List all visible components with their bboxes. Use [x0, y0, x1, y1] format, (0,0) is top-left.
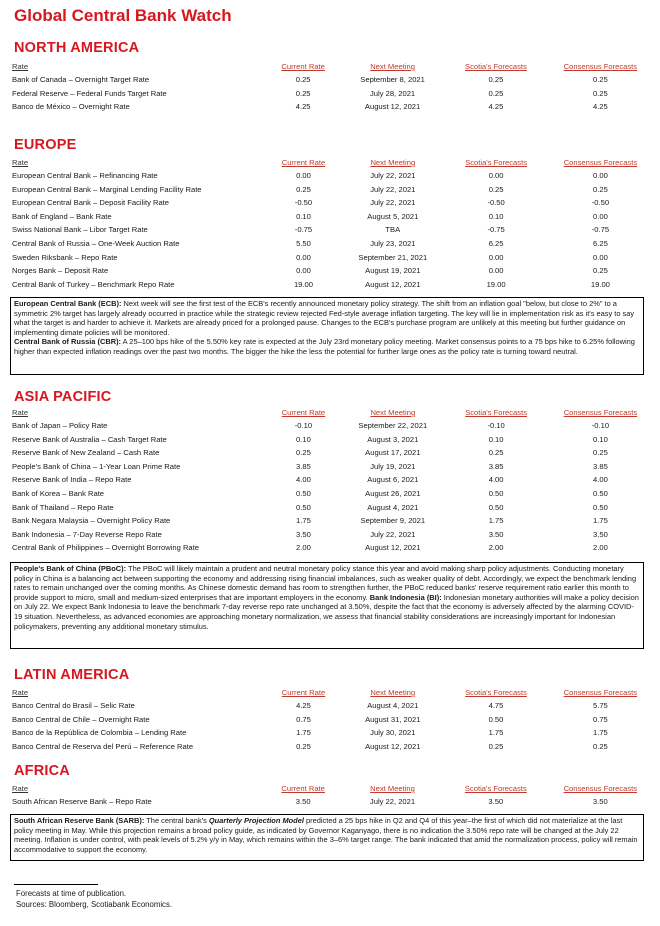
rate-name: Banco de México – Overnight Rate — [12, 102, 130, 112]
pboc-note-head: People's Bank of China (PBoC): — [14, 564, 127, 573]
table-row — [12, 473, 660, 487]
rate-name: Banco Central de Reserva del Perú – Reference Rate — [12, 741, 194, 751]
current-rate: 0.75 — [296, 714, 311, 724]
next-meeting: July 23, 2021 — [370, 238, 416, 248]
rate-name: Bank of England – Bank Rate — [12, 211, 112, 221]
header-consensus-forecasts: Consensus Forecasts — [563, 408, 638, 417]
table-row — [12, 433, 660, 447]
scotia-forecast: 0.10 — [488, 434, 504, 444]
rate-name: Bank of Thailand – Repo Rate — [12, 502, 114, 512]
consensus-forecast: 6.25 — [593, 238, 608, 248]
current-rate: 2.00 — [296, 543, 311, 553]
scotia-forecast: 6.25 — [488, 238, 504, 248]
consensus-forecast: 1.75 — [593, 516, 608, 526]
scotia-forecast: 4.75 — [488, 701, 504, 710]
scotia-forecast: 0.25 — [488, 88, 504, 98]
next-meeting: August 12, 2021 — [364, 102, 421, 112]
current-rate: 0.50 — [296, 502, 311, 512]
table-row — [12, 100, 660, 114]
next-meeting: July 22, 2021 — [370, 529, 416, 539]
consensus-forecast: 0.25 — [593, 184, 608, 194]
table-row — [12, 87, 660, 101]
header-scotia-forecasts: Scotia's Forecasts — [465, 688, 527, 697]
current-rate: 19.00 — [293, 279, 313, 289]
table-row — [12, 210, 660, 224]
consensus-forecast: 0.10 — [593, 434, 608, 444]
europe-commentary — [10, 297, 644, 375]
next-meeting: July 19, 2021 — [370, 461, 416, 471]
consensus-forecast: 3.85 — [593, 461, 608, 471]
sarb-note-italic: Quarterly Projection Model — [208, 816, 304, 825]
current-rate: 0.25 — [295, 75, 311, 84]
scotia-forecast: 0.25 — [488, 448, 504, 458]
rate-name: Banco Central do Brasil – Selic Rate — [12, 701, 135, 710]
current-rate: 0.00 — [296, 252, 311, 262]
next-meeting: August 12, 2021 — [365, 543, 421, 553]
current-rate: 0.25 — [296, 741, 311, 751]
current-rate: 4.25 — [295, 102, 311, 112]
current-rate: 3.85 — [296, 461, 311, 471]
table-asia-pacific — [12, 407, 660, 555]
bi-note-head: Bank Indonesia (BI): — [369, 592, 442, 602]
next-meeting: August 3, 2021 — [367, 434, 419, 444]
current-rate: 0.50 — [296, 488, 311, 498]
header-scotia-forecasts: Scotia's Forecasts — [464, 784, 527, 793]
current-rate: 0.25 — [296, 448, 311, 458]
current-rate: 1.75 — [296, 728, 311, 738]
header-consensus-forecasts: Consensus Forecasts — [563, 784, 638, 793]
scotia-forecast: 4.25 — [488, 102, 504, 112]
header-consensus-forecasts: Consensus Forecasts — [563, 688, 638, 697]
next-meeting: August 31, 2021 — [365, 714, 421, 724]
scotia-forecast: 0.50 — [488, 488, 504, 498]
rate-name: Reserve Bank of India – Repo Rate — [12, 475, 132, 485]
table-row — [12, 740, 660, 754]
scotia-forecast: 1.75 — [488, 728, 504, 738]
table-row — [12, 726, 660, 740]
table-header-row — [12, 157, 660, 169]
consensus-forecast: 0.25 — [592, 75, 608, 84]
header-current-rate: Current Rate — [281, 688, 326, 697]
scotia-forecast: -0.75 — [487, 225, 505, 235]
next-meeting: August 17, 2021 — [365, 448, 421, 458]
current-rate: 4.25 — [296, 701, 311, 710]
sarb-note-b: predicted a 25 bps hike in Q2 and Q4 of this year–the first of which did not materialize at the last policy meeting in May. While this projection remains a broad policy guide, as indicated by Governor Kaganyago, there is no indication the 3.50% repo rate will be changed at the July 22 meeting. Inflation is under control, with peak levels of 5.2% y/y in May, which remains within the 3–6% target range. The bank indicated that amid the normalization process, policy will remain accommodative to support the economy. — [14, 816, 638, 854]
table-header-row — [12, 407, 660, 419]
table-row — [12, 446, 660, 460]
scotia-forecast: 2.00 — [488, 543, 504, 553]
consensus-forecast: 0.25 — [593, 448, 608, 458]
table-header-row — [12, 783, 660, 795]
current-rate: 0.25 — [296, 184, 311, 194]
table-header-row — [12, 61, 660, 73]
pboc-note-body: The PBoC will likely maintain a prudent and neutral monetary policy stance this year and avoid making sharp policy adjustments. Conducting monetary policy in China is a balancing act between supporting the economy and addressing rising financial imbalances, such as weaker quality of debt. Accordingly, we expect the benchmark lending rates to remain unchanged over the coming months. As Chinese domestic demand has room to strengthen further, the PBoC reduced banks' reserve requirement ratio earlier this month to provide support to micro, small and medium-sized enterprises that are important employers in the economy. — [14, 564, 637, 602]
header-rate: Rate — [12, 784, 29, 793]
consensus-forecast: 0.00 — [593, 171, 608, 180]
footnote-sources: Sources: Bloomberg, Scotiabank Economics. — [16, 900, 173, 909]
current-rate: 0.10 — [296, 211, 311, 221]
table-row — [12, 251, 660, 265]
scotia-forecast: 3.85 — [488, 461, 504, 471]
scotia-forecast: -0.10 — [487, 421, 505, 430]
table-row — [12, 699, 660, 713]
current-rate: 4.00 — [296, 475, 311, 485]
rate-name: Bank of Korea – Bank Rate — [12, 488, 105, 498]
next-meeting: August 4, 2021 — [367, 701, 419, 710]
rate-name: Federal Reserve – Federal Funds Target Rate — [12, 88, 167, 98]
rate-name: Bank Indonesia – 7-Day Reverse Repo Rate — [12, 529, 162, 539]
scotia-forecast: -0.50 — [487, 198, 505, 208]
consensus-forecast: 0.25 — [592, 88, 608, 98]
table-africa — [12, 783, 660, 809]
current-rate: 3.50 — [296, 529, 311, 539]
cbr-note-body: A 25–100 bps hike of the 5.50% key rate is expected at the July 23rd monetary policy meeting. Market consensus points to a 75 bps hike to 6.25% following higher than expected inflation readings over the past two months. The bigger the hike the less the potential for further large ones as the policy rate is turning toward neutral. — [14, 337, 635, 356]
consensus-forecast: 0.25 — [592, 741, 608, 751]
current-rate: 3.50 — [295, 797, 311, 806]
consensus-forecast: 0.25 — [593, 266, 608, 276]
scotia-forecast: 0.00 — [488, 252, 504, 262]
next-meeting: August 5, 2021 — [367, 211, 419, 221]
consensus-forecast: 5.75 — [592, 701, 608, 710]
next-meeting: August 6, 2021 — [367, 475, 419, 485]
rate-name: Banco de la República de Colombia – Lending Rate — [12, 728, 187, 738]
next-meeting: August 19, 2021 — [365, 266, 421, 276]
next-meeting: September 9, 2021 — [360, 516, 426, 526]
consensus-forecast: 0.00 — [593, 252, 608, 262]
rate-name: People's Bank of China – 1-Year Loan Prime Rate — [12, 461, 181, 471]
rate-name: Reserve Bank of New Zealand – Cash Rate — [12, 448, 160, 458]
ecb-note-head: European Central Bank (ECB): — [14, 299, 122, 308]
sarb-note-head: South African Reserve Bank (SARB): — [14, 816, 145, 825]
next-meeting: July 22, 2021 — [370, 198, 416, 208]
header-current-rate: Current Rate — [281, 62, 325, 71]
table-header-row — [12, 687, 660, 699]
rate-name: South African Reserve Bank – Repo Rate — [12, 797, 152, 806]
header-scotia-forecasts: Scotia's Forecasts — [465, 158, 527, 167]
rate-name: Sweden Riksbank – Repo Rate — [12, 252, 118, 262]
heading-asia-pacific: ASIA PACIFIC — [14, 389, 112, 405]
rate-name: Reserve Bank of Australia – Cash Target Rate — [12, 434, 167, 444]
heading-africa: AFRICA — [14, 763, 70, 779]
consensus-forecast: -0.75 — [591, 225, 610, 235]
table-row — [12, 460, 660, 474]
next-meeting: September 21, 2021 — [358, 252, 428, 262]
consensus-forecast: 0.75 — [592, 714, 608, 724]
rate-name: European Central Bank – Refinancing Rate — [12, 171, 158, 180]
next-meeting: July 22, 2021 — [370, 171, 416, 180]
current-rate: -0.50 — [294, 198, 313, 208]
consensus-forecast: -0.50 — [591, 198, 610, 208]
header-scotia-forecasts: Scotia's Forecasts — [465, 408, 527, 417]
rate-name: Central Bank of Turkey – Benchmark Repo Rate — [12, 279, 175, 289]
current-rate: 0.10 — [296, 434, 311, 444]
scotia-forecast: 0.00 — [488, 266, 504, 276]
header-consensus-forecasts: Consensus Forecasts — [563, 62, 638, 71]
scotia-forecast: 0.25 — [488, 184, 504, 194]
scotia-forecast: 3.50 — [488, 797, 504, 806]
footnote-forecasts: Forecasts at time of publication. — [16, 889, 127, 898]
consensus-forecast: -0.10 — [591, 421, 610, 430]
header-next-meeting: Next Meeting — [370, 688, 416, 697]
header-scotia-forecasts: Scotia's Forecasts — [465, 62, 527, 71]
rate-name: Bank of Canada – Overnight Target Rate — [12, 75, 150, 84]
table-row — [12, 183, 660, 197]
consensus-forecast: 19.00 — [590, 279, 610, 289]
heading-europe: EUROPE — [14, 137, 77, 153]
header-current-rate: Current Rate — [281, 408, 326, 417]
consensus-forecast: 2.00 — [593, 543, 608, 553]
consensus-forecast: 0.50 — [593, 488, 608, 498]
ecb-note-body: Next week will see the first test of the ECB's recently announced monetary policy strategy. The shift from an inflation goal "below, but close to 2%" to a symmetric 2% target has largely already occurred in practice while the strategic review rejected Fed-style average inflation targeting. The key will lie in implementation risk as it's easy to say what the target is and harder to achieve it. Markets are already priced for a prolonged pause. Changes to the ECB's purchase program are unlikely at this meeting but further guidance on implementing dimate policies will be monitored. — [14, 299, 635, 337]
table-row — [12, 795, 660, 809]
header-current-rate: Current Rate — [281, 784, 325, 793]
table-row — [12, 237, 660, 251]
consensus-forecast: 4.25 — [592, 102, 608, 112]
next-meeting: July 28, 2021 — [369, 88, 416, 98]
next-meeting: July 22, 2021 — [370, 184, 416, 194]
header-rate: Rate — [12, 158, 29, 167]
table-north-america — [12, 61, 660, 114]
next-meeting: July 22, 2021 — [369, 797, 416, 806]
next-meeting: TBA — [385, 225, 401, 235]
cbr-note-head: Central Bank of Russia (CBR): — [14, 337, 122, 347]
next-meeting: September 22, 2021 — [358, 421, 428, 430]
table-latin-america — [12, 687, 660, 753]
header-current-rate: Current Rate — [281, 158, 326, 167]
sarb-note-a: The central bank's — [144, 816, 209, 825]
current-rate: 5.50 — [296, 238, 311, 248]
table-row — [12, 501, 660, 515]
current-rate: -0.10 — [294, 421, 313, 430]
consensus-forecast: 4.00 — [593, 475, 608, 485]
scotia-forecast: 0.25 — [488, 741, 504, 751]
table-row — [12, 223, 660, 237]
header-next-meeting: Next Meeting — [370, 408, 416, 417]
next-meeting: August 12, 2021 — [365, 279, 421, 289]
rate-name: Norges Bank – Deposit Rate — [12, 266, 109, 276]
consensus-forecast: 3.50 — [593, 529, 608, 539]
header-next-meeting: Next Meeting — [370, 784, 415, 793]
next-meeting: September 8, 2021 — [360, 75, 425, 84]
table-row — [12, 541, 660, 555]
table-row — [12, 169, 660, 183]
table-row — [12, 419, 660, 433]
rate-name: European Central Bank – Deposit Facility Rate — [12, 198, 170, 208]
current-rate: -0.75 — [294, 225, 313, 235]
page-title: Global Central Bank Watch — [14, 6, 232, 25]
scotia-forecast: 3.50 — [488, 529, 504, 539]
rate-name: European Central Bank – Marginal Lending Facility Rate — [12, 184, 202, 194]
scotia-forecast: 19.00 — [486, 279, 506, 289]
table-row — [12, 278, 660, 292]
current-rate: 1.75 — [296, 516, 311, 526]
consensus-forecast: 0.50 — [593, 502, 608, 512]
header-next-meeting: Next Meeting — [370, 62, 415, 71]
scotia-forecast: 0.25 — [488, 75, 504, 84]
header-rate: Rate — [12, 62, 29, 71]
rate-name: Bank Negara Malaysia – Overnight Policy Rate — [12, 516, 171, 526]
rate-name: Central Bank of Russia – One-Week Auction Rate — [12, 238, 180, 248]
consensus-forecast: 1.75 — [592, 728, 608, 738]
current-rate: 0.25 — [295, 88, 311, 98]
consensus-forecast: 3.50 — [592, 797, 608, 806]
table-row — [12, 713, 660, 727]
africa-commentary — [10, 814, 644, 861]
scotia-forecast: 0.00 — [488, 171, 504, 180]
next-meeting: August 26, 2021 — [365, 488, 421, 498]
table-row — [12, 514, 660, 528]
scotia-forecast: 0.10 — [488, 211, 504, 221]
next-meeting: August 4, 2021 — [367, 502, 419, 512]
bi-note-body: Indonesian monetary authorities will make a policy decision on July 22. We expect Bank Indonesia to leave the benchmark 7-day reverse repo rate unchanged at 3.50%, despite the fact that the economy is adversely affected by the alarming COVID-19 situation. Nevertheless, as advanced economies are approaching monetary normalization, we assess that financial stability considerations are increasingly important for Indonesian policymakers, preventing any additional monetary stimulus. — [14, 592, 639, 631]
footnote-divider — [14, 884, 98, 885]
header-rate: Rate — [12, 408, 29, 417]
table-row — [12, 264, 660, 278]
next-meeting: August 12, 2021 — [365, 741, 421, 751]
header-consensus-forecasts: Consensus Forecasts — [563, 158, 638, 167]
table-row — [12, 528, 660, 542]
heading-latin-america: LATIN AMERICA — [14, 667, 130, 683]
current-rate: 0.00 — [296, 266, 311, 276]
scotia-forecast: 4.00 — [488, 475, 504, 485]
rate-name: Banco Central de Chile – Overnight Rate — [12, 714, 150, 724]
rate-name: Swiss National Bank – Libor Target Rate — [12, 225, 148, 235]
consensus-forecast: 0.00 — [593, 211, 608, 221]
table-europe — [12, 157, 660, 291]
table-row — [12, 487, 660, 501]
rate-name: Central Bank of Philippines – Overnight Borrowing Rate — [12, 543, 199, 553]
scotia-forecast: 1.75 — [488, 516, 504, 526]
header-next-meeting: Next Meeting — [370, 158, 416, 167]
rate-name: Bank of Japan – Policy Rate — [12, 421, 108, 430]
table-row — [12, 196, 660, 210]
header-rate: Rate — [12, 688, 29, 697]
asia-commentary — [10, 562, 644, 649]
current-rate: 0.00 — [296, 171, 311, 180]
scotia-forecast: 0.50 — [488, 714, 504, 724]
next-meeting: July 30, 2021 — [370, 728, 416, 738]
scotia-forecast: 0.50 — [488, 502, 504, 512]
heading-north-america: NORTH AMERICA — [14, 40, 140, 56]
table-row — [12, 73, 660, 87]
